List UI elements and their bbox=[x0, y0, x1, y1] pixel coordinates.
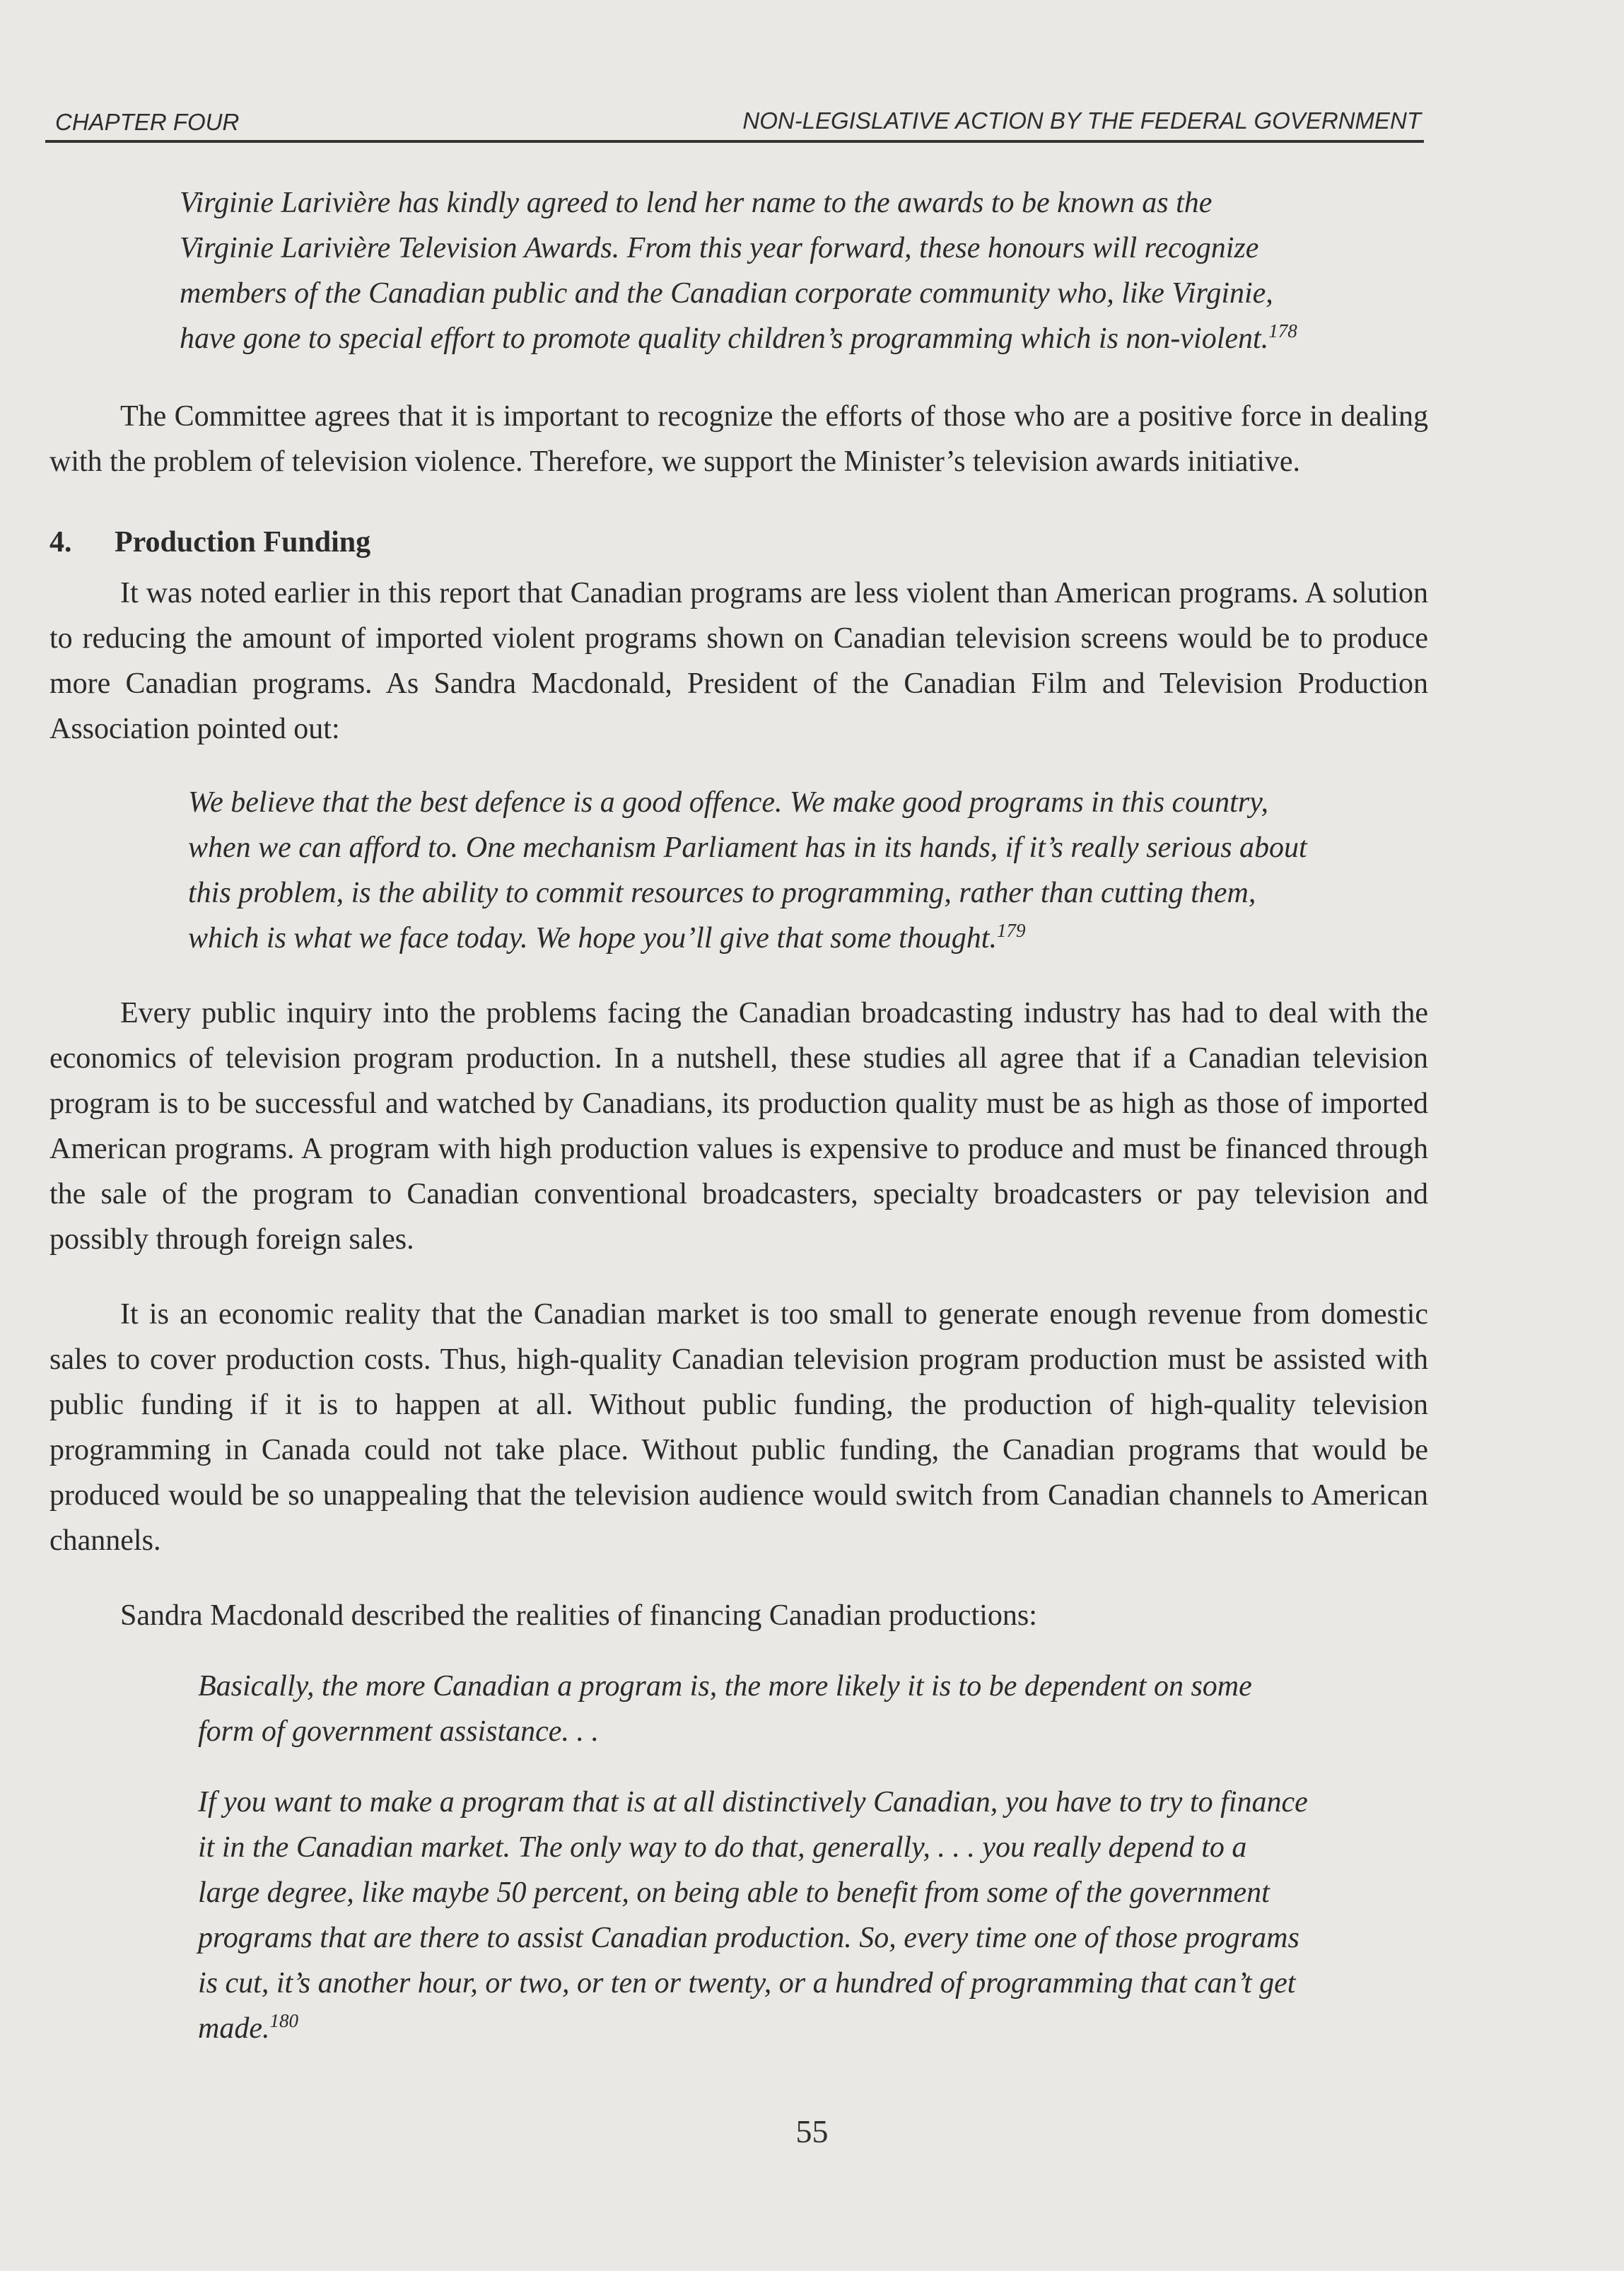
section-number: 4. bbox=[49, 526, 72, 559]
paragraph: It is an economic reality that the Canadian market is too small to generate enough revenue from domestic sales to cover production costs. Thus, high-quality Canadian television program production must be assisted with public funding if it is to happen at all. Without public funding, the production of high-quality television programming in Canada could not take place. Without public funding, the Canadian programs that would be produced would be so unappealing that the television audience would switch from Canadian channels to American channels. bbox=[49, 1298, 1428, 1557]
quote-text: Virginie Larivière has kindly agreed to lend her name to the awards to be known as the Virginie Larivière Television Awards. From this year forward, these honours will recognize members of the Canadian public and the Canadian corporate community who, like Virginie, have gone to special effort to promote quality children’s programming which is non-violent. bbox=[180, 187, 1273, 355]
footnote-ref: 179 bbox=[996, 920, 1026, 941]
quote-text: If you want to make a program that is at all distinctively Canadian, you have to try to finance it in the Canadian market. The only way to do that, generally, . . . you really depend to a large degree, like maybe 50 percent, on being able to benefit from some of the government programs that are there to assist Canadian production. So, every time one of those programs is cut, it’s another hour, or two, or ten or twenty, or a hundred of programming that can’t get made. bbox=[198, 1786, 1308, 2045]
page-body bbox=[49, 180, 1428, 2051]
block-quote-macdonald bbox=[188, 780, 1308, 961]
paragraph: It was noted earlier in this report that Canadian programs are less violent than American programs. A solution to reducing the amount of imported violent programs shown on Canadian television screens would be to produce more Canadian programs. As Sandra Macdonald, President of the Canadian Film and Television Production Association pointed out: bbox=[49, 577, 1428, 745]
header-chapter: CHAPTER FOUR bbox=[55, 109, 240, 135]
paragraph: Every public inquiry into the problems facing the Canadian broadcasting industry has had to deal with the economics of television program production. In a nutshell, these studies all agree that if a Canadian television program is to be successful and watched by Canadians, its production quality must be as high as those of imported American programs. A program with high production values is expensive to produce and must be financed through the sale of the program to Canadian conventional broadcasters, specialty broadcasters or pay television and possibly through foreign sales. bbox=[49, 997, 1428, 1256]
running-header bbox=[45, 98, 1424, 143]
block-quote-lariviere bbox=[180, 180, 1308, 361]
header-chapter-title: NON-LEGISLATIVE ACTION BY THE FEDERAL GOVERNMENT bbox=[742, 107, 1421, 134]
section-heading bbox=[49, 520, 1428, 565]
paragraph: The Committee agrees that it is important to recognize the efforts of those who are a positive force in dealing with the problem of television violence. Therefore, we support the Minister’s television awards initiative. bbox=[49, 400, 1428, 478]
quote-text: Basically, the more Canadian a program is, the more likely it is to be dependent on some form of government assistance. . . bbox=[198, 1670, 1252, 1748]
footnote-ref: 180 bbox=[269, 2010, 298, 2031]
block-quote-financing-1 bbox=[198, 1664, 1308, 1754]
quote-text: We believe that the best defence is a good offence. We make good programs in this country, when we can afford to. One mechanism Parliament has in its hands, if it’s really serious about this problem, is the ability to commit resources to programming, rather than cutting them, which is what we face today. We hope you’ll give that some thought. bbox=[188, 786, 1307, 954]
paragraph: Sandra Macdonald described the realities of financing Canadian productions: bbox=[120, 1599, 1037, 1632]
section-title: Production Funding bbox=[115, 526, 371, 559]
footnote-ref: 178 bbox=[1268, 320, 1297, 341]
page-number: 55 bbox=[795, 2113, 829, 2149]
block-quote-financing-2 bbox=[198, 1780, 1308, 2051]
